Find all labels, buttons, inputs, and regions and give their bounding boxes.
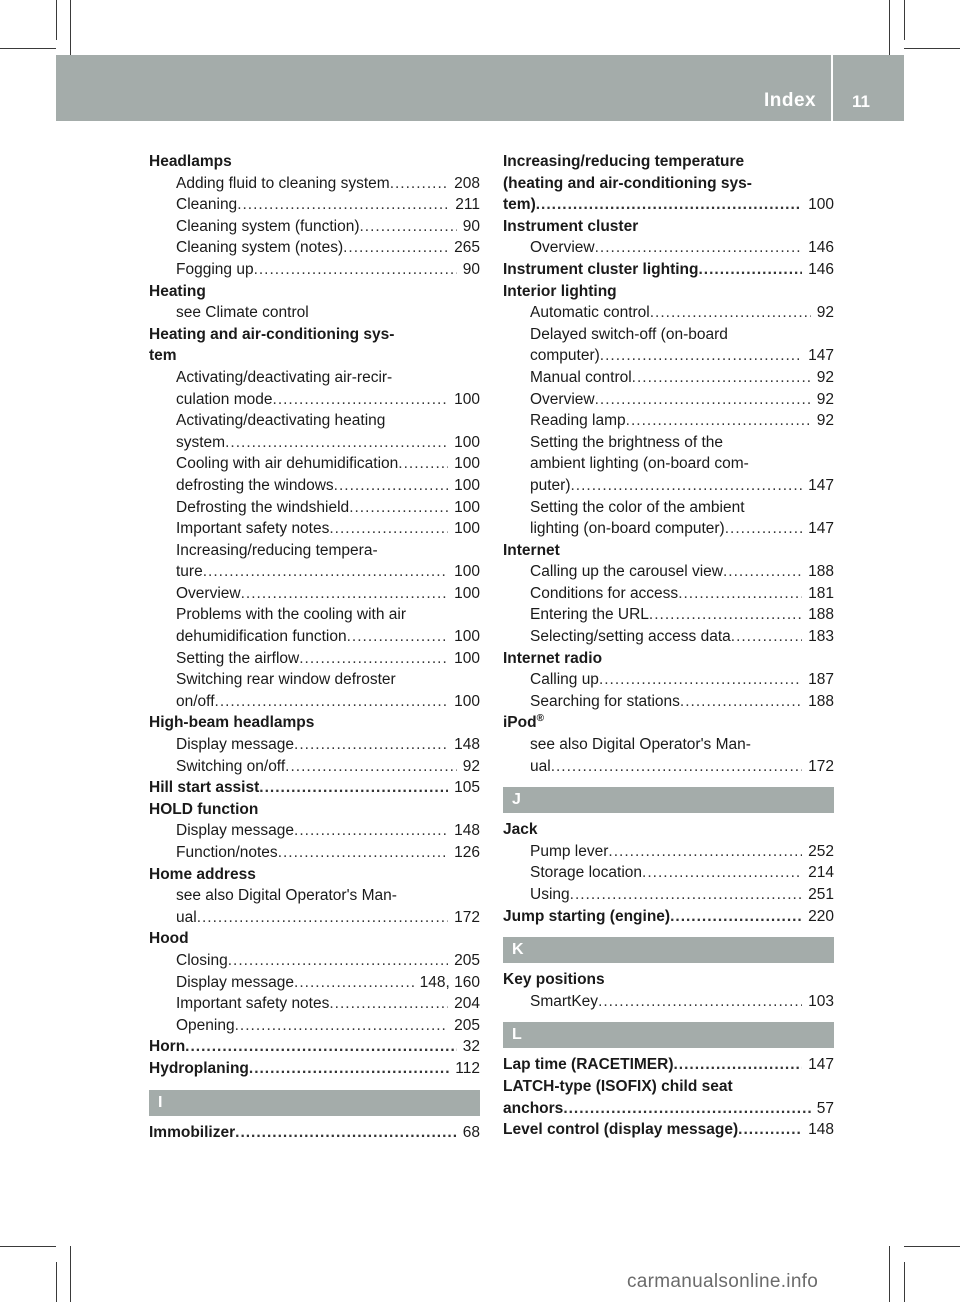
page-reference: 126 — [454, 844, 480, 861]
page-reference: 100 — [454, 476, 480, 494]
entry-text: lighting (on-board computer) — [530, 520, 725, 538]
entry-text: Function/notes — [176, 844, 278, 861]
entry-text: Adding fluid to cleaning system — [176, 174, 390, 192]
index-entry-sub — [503, 991, 834, 1013]
leader-dots — [185, 1036, 457, 1058]
index-entry-sub — [503, 604, 834, 626]
page-reference: 146 — [808, 260, 834, 278]
page-reference: 100 — [454, 692, 480, 710]
entry-text: Overview — [530, 390, 595, 408]
page-reference: 148, 160 — [419, 973, 480, 991]
index-entry-sub — [503, 841, 834, 863]
crop-mark — [889, 1246, 890, 1302]
leader-dots — [347, 626, 449, 648]
index-heading — [503, 648, 834, 670]
index-heading — [149, 712, 480, 734]
index-entry-sub — [503, 410, 834, 432]
page-reference: 100 — [454, 433, 480, 451]
entry-text: Headlamps — [149, 153, 232, 170]
index-letter-heading: K — [503, 937, 834, 963]
crop-mark — [56, 1262, 57, 1302]
entry-text: culation mode — [176, 390, 273, 408]
leader-dots — [731, 626, 802, 648]
crop-mark — [0, 1246, 56, 1247]
entry-text: Activating/deactivating heating — [176, 412, 386, 430]
index-column-right — [503, 151, 834, 1141]
leader-dots — [294, 734, 448, 756]
index-entry-sub — [149, 259, 480, 281]
index-entry-sub — [149, 842, 480, 864]
index-entry-sub — [149, 820, 480, 842]
index-entry-main — [149, 1122, 480, 1144]
leader-dots — [235, 1122, 457, 1144]
page-reference: 100 — [454, 455, 480, 473]
entry-text: Reading lamp — [530, 412, 626, 430]
leader-dots — [551, 756, 802, 778]
index-note — [149, 302, 480, 324]
entry-text: Setting the brightness of the — [530, 433, 724, 451]
page-reference: 172 — [808, 757, 834, 775]
leader-dots — [608, 841, 802, 863]
index-entry-sub — [503, 475, 834, 497]
index-heading — [503, 540, 834, 562]
index-heading — [503, 281, 834, 303]
page-reference: 92 — [816, 304, 834, 322]
index-entry-sub — [503, 367, 834, 389]
index-note — [149, 669, 480, 691]
index-entry-sub — [149, 756, 480, 778]
index-entry-main — [149, 1058, 480, 1080]
leader-dots — [570, 884, 802, 906]
index-entry-sub — [503, 389, 834, 411]
entry-text: Important safety notes — [176, 995, 330, 1013]
index-note — [149, 885, 480, 907]
leader-dots — [571, 475, 803, 497]
entry-text: Automatic control — [530, 304, 650, 322]
entry-text: Delayed switch-off (on-board — [530, 325, 728, 343]
entry-text: tem — [149, 347, 177, 365]
leader-dots — [203, 561, 448, 583]
leader-dots — [600, 345, 802, 367]
page-reference: 211 — [455, 196, 480, 214]
entry-text: Lap time (RACETIMER) — [503, 1056, 674, 1074]
index-entry-sub — [149, 194, 480, 216]
entry-text: Problems with the cooling with air — [176, 606, 407, 624]
entry-text: Selecting/setting access data — [530, 628, 731, 646]
leader-dots — [599, 669, 802, 691]
leader-dots — [215, 691, 449, 713]
entry-text: Cleaning — [176, 196, 238, 214]
leader-dots — [678, 583, 802, 605]
index-entry-sub — [149, 518, 480, 540]
header-divider — [831, 55, 833, 121]
entry-text: ture — [176, 563, 203, 581]
index-heading — [503, 216, 834, 238]
index-heading — [149, 864, 480, 886]
index-note — [149, 367, 480, 389]
leader-dots — [294, 972, 414, 994]
entry-text: Entering the URL — [530, 606, 649, 624]
entry-text: Internet radio — [503, 649, 603, 667]
leader-dots — [725, 518, 802, 540]
leader-dots — [595, 237, 803, 259]
index-entry-sub — [503, 626, 834, 648]
page-reference: 181 — [808, 584, 834, 602]
entry-text: Hill start assist — [149, 779, 260, 797]
leader-dots — [237, 194, 449, 216]
page-reference: 105 — [454, 779, 480, 797]
index-entry-main — [503, 1098, 834, 1120]
index-entry-sub — [149, 583, 480, 605]
entry-text: see also Digital Operator's Man- — [530, 736, 751, 754]
leader-dots — [235, 1015, 449, 1037]
entry-text: defrosting the windows — [176, 476, 334, 494]
leader-dots — [536, 194, 802, 216]
index-entry-main — [149, 777, 480, 799]
entry-text: (heating and air-conditioning sys- — [503, 174, 752, 192]
leader-dots — [649, 604, 802, 626]
index-entry-sub — [503, 345, 834, 367]
entry-text: Home address — [149, 865, 256, 883]
entry-text: Manual control — [530, 368, 632, 386]
index-note — [149, 604, 480, 626]
entry-text: Calling up — [530, 671, 599, 689]
leader-dots — [343, 237, 448, 259]
crop-mark — [904, 1246, 960, 1247]
entry-text: Setting the color of the ambient — [530, 498, 745, 516]
entry-text: Opening — [176, 1016, 235, 1034]
page-reference: 57 — [816, 1099, 834, 1117]
entry-text: Interior lighting — [503, 282, 617, 300]
page-reference: 92 — [816, 390, 834, 408]
entry-text: Calling up the carousel view — [530, 563, 723, 581]
page-reference: 172 — [454, 908, 480, 926]
entry-text: system — [176, 433, 226, 451]
entry-text: see Climate control — [176, 304, 309, 322]
page-reference: 183 — [808, 628, 834, 646]
page-reference: 208 — [454, 174, 480, 192]
entry-text: Cooling with air dehumidification — [176, 455, 399, 473]
entry-text: on/off — [176, 692, 215, 710]
entry-text: Searching for stations — [530, 692, 680, 710]
entry-text: Instrument cluster lighting — [503, 260, 699, 278]
index-entry-sub — [149, 950, 480, 972]
index-entry-main — [503, 1054, 834, 1076]
index-note — [503, 453, 834, 475]
page-reference: 100 — [454, 563, 480, 581]
index-entry-sub — [503, 884, 834, 906]
index-heading — [503, 969, 834, 991]
page-reference: 100 — [454, 390, 480, 408]
entry-text: Internet — [503, 541, 560, 559]
page-reference: 100 — [454, 498, 480, 516]
entry-text: High-beam headlamps — [149, 714, 315, 732]
leader-dots — [390, 173, 448, 195]
entry-text: Storage location — [530, 864, 643, 882]
leader-dots — [360, 216, 457, 238]
entry-text: Increasing/reducing temperature — [503, 153, 745, 170]
index-entry-sub — [149, 237, 480, 259]
index-entry-sub — [503, 669, 834, 691]
index-letter-heading: I — [149, 1090, 480, 1116]
entry-text: Activating/deactivating air-recir- — [176, 368, 393, 386]
page-reference: 188 — [808, 606, 834, 624]
crop-mark — [70, 0, 71, 56]
crop-mark — [904, 1262, 905, 1302]
leader-dots — [698, 259, 802, 281]
index-entry-sub — [149, 432, 480, 454]
page-reference: 100 — [808, 196, 834, 214]
page-reference: 68 — [462, 1123, 480, 1141]
page-number: 11 — [852, 92, 870, 111]
index-entry-sub — [149, 475, 480, 497]
index-heading — [503, 151, 834, 173]
entry-text: Hood — [149, 930, 189, 948]
index-heading — [149, 345, 480, 367]
page-reference: 90 — [462, 260, 480, 278]
index-entry-sub — [503, 862, 834, 884]
index-heading — [149, 151, 480, 173]
page-reference: 103 — [808, 992, 834, 1010]
entry-text: tem) — [503, 196, 536, 214]
index-heading — [149, 928, 480, 950]
page-reference: 100 — [454, 649, 480, 667]
page-reference: 92 — [462, 757, 480, 775]
entry-text: Conditions for access — [530, 584, 679, 602]
leader-dots — [563, 1098, 810, 1120]
entry-text: Fogging up — [176, 260, 254, 278]
index-note — [503, 324, 834, 346]
index-entry-sub — [503, 237, 834, 259]
index-entry-sub — [149, 453, 480, 475]
leader-dots — [670, 906, 802, 928]
leader-dots — [225, 432, 448, 454]
leader-dots — [334, 475, 448, 497]
page-reference: 92 — [816, 412, 834, 430]
index-note — [149, 540, 480, 562]
entry-text: Closing — [176, 951, 228, 969]
index-column-left — [149, 151, 480, 1143]
index-entry-sub — [149, 972, 480, 994]
leader-dots — [329, 518, 448, 540]
entry-text: Switching rear window defroster — [176, 671, 396, 689]
crop-mark — [889, 0, 890, 56]
page-reference: 204 — [454, 995, 480, 1013]
leader-dots — [299, 648, 448, 670]
index-heading — [149, 799, 480, 821]
page-reference: 112 — [455, 1059, 480, 1077]
index-entry-sub — [503, 583, 834, 605]
entry-text: Increasing/reducing tempera- — [176, 541, 378, 559]
entry-text: dehumidification function — [176, 628, 347, 646]
index-entry-sub — [503, 302, 834, 324]
entry-text: Cleaning system (function) — [176, 217, 360, 235]
leader-dots — [254, 259, 457, 281]
leader-dots — [278, 842, 448, 864]
entry-text: Key positions — [503, 971, 605, 989]
leader-dots — [650, 302, 811, 324]
leader-dots — [674, 1054, 803, 1076]
entry-text: Cleaning system (notes) — [176, 239, 344, 257]
leader-dots — [197, 907, 448, 929]
entry-text: Immobilizer — [149, 1123, 236, 1141]
entry-text: Overview — [530, 239, 595, 257]
entry-text: Display message — [176, 736, 295, 754]
index-entry-sub — [149, 1015, 480, 1037]
entry-text: Setting the airflow — [176, 649, 300, 667]
entry-text: see also Digital Operator's Man- — [176, 887, 397, 905]
page-reference: 32 — [462, 1038, 480, 1056]
leader-dots — [680, 691, 802, 713]
entry-text: Important safety notes — [176, 520, 330, 538]
leader-dots — [228, 950, 448, 972]
index-entry-sub — [149, 691, 480, 713]
leader-dots — [598, 991, 802, 1013]
index-heading — [503, 1076, 834, 1098]
page-reference: 147 — [808, 347, 834, 365]
entry-text: Level control (display message) — [503, 1121, 739, 1139]
page-reference: 220 — [808, 907, 834, 925]
entry-text: Overview — [176, 584, 241, 602]
index-note — [503, 432, 834, 454]
index-entry-sub — [149, 626, 480, 648]
leader-dots — [273, 389, 449, 411]
watermark: carmanualsonline.info — [627, 1271, 819, 1292]
entry-text: Jump starting (engine) — [503, 907, 671, 925]
entry-text: ual — [530, 757, 551, 775]
page-reference: 147 — [808, 476, 834, 494]
section-title: Index — [764, 90, 817, 111]
page-reference: 205 — [454, 1016, 480, 1034]
index-entry-main — [503, 906, 834, 928]
leader-dots — [595, 389, 811, 411]
entry-text: Heating — [149, 282, 206, 300]
leader-dots — [626, 410, 811, 432]
page-reference: 100 — [454, 628, 480, 646]
entry-text: Hydroplaning — [149, 1059, 249, 1077]
leader-dots — [259, 777, 448, 799]
page-reference: 188 — [808, 563, 834, 581]
index-entry-sub — [503, 561, 834, 583]
entry-text: ambient lighting (on-board com- — [530, 455, 749, 473]
page-reference: 92 — [816, 368, 834, 386]
index-entry-sub — [503, 518, 834, 540]
leader-dots — [738, 1119, 802, 1141]
entry-text: computer) — [530, 347, 600, 365]
page-reference: 265 — [454, 239, 480, 257]
entry-text: SmartKey — [530, 992, 599, 1010]
leader-dots — [723, 561, 802, 583]
entry-text: HOLD function — [149, 800, 259, 818]
index-entry-main — [149, 1036, 480, 1058]
index-note — [503, 497, 834, 519]
page-reference: 147 — [808, 1056, 834, 1074]
page-reference: 147 — [808, 520, 834, 538]
index-entry-sub — [149, 734, 480, 756]
index-letter-heading: J — [503, 787, 834, 813]
entry-text: anchors — [503, 1099, 564, 1117]
page-reference: 251 — [808, 886, 834, 903]
page-reference: 205 — [454, 951, 480, 969]
leader-dots — [632, 367, 811, 389]
entry-text: Pump lever — [530, 842, 609, 860]
leader-dots — [294, 820, 448, 842]
leader-dots — [241, 583, 449, 605]
index-entry-sub — [503, 691, 834, 713]
page-reference: 148 — [454, 822, 480, 840]
index-entry-sub — [503, 756, 834, 778]
index-note — [149, 410, 480, 432]
index-entry-main — [503, 1119, 834, 1141]
index-entry-sub — [149, 561, 480, 583]
index-entry-sub — [149, 389, 480, 411]
page-reference: 90 — [462, 217, 480, 235]
crop-mark — [904, 0, 905, 40]
crop-mark — [70, 1246, 71, 1302]
page-reference: 100 — [454, 584, 480, 602]
leader-dots — [329, 993, 448, 1015]
index-entry-sub — [149, 648, 480, 670]
page-reference: 146 — [808, 239, 834, 257]
entry-text: Display message — [176, 973, 295, 991]
index-entry-main — [503, 259, 834, 281]
entry-text: Switching on/off — [176, 757, 286, 775]
leader-dots — [285, 756, 457, 778]
entry-text: Instrument cluster — [503, 217, 639, 235]
crop-mark — [904, 48, 960, 49]
entry-text: Horn — [149, 1038, 186, 1056]
entry-text: Heating and air-conditioning sys- — [149, 325, 395, 343]
index-entry-sub — [149, 993, 480, 1015]
index-heading — [503, 173, 834, 195]
entry-text: Jack — [503, 821, 538, 839]
page-reference: 214 — [808, 864, 834, 882]
index-entry-sub — [149, 907, 480, 929]
index-entry-sub — [149, 497, 480, 519]
entry-text: puter) — [530, 476, 571, 494]
index-heading — [149, 324, 480, 346]
index-entry-main — [503, 194, 834, 216]
leader-dots — [249, 1058, 449, 1080]
index-heading — [503, 819, 834, 841]
page-reference: 100 — [454, 520, 480, 538]
page-reference: 148 — [454, 736, 480, 754]
index-entry-sub — [149, 216, 480, 238]
entry-text: iPod — [503, 714, 537, 732]
entry-text: LATCH-type (ISOFIX) child seat — [503, 1077, 733, 1095]
leader-dots — [398, 453, 448, 475]
entry-text: Using — [530, 886, 570, 903]
page-reference: 188 — [808, 692, 834, 710]
entry-text: ual — [176, 908, 197, 926]
page-reference: 187 — [808, 671, 834, 689]
entry-text: Defrosting the windshield — [176, 498, 350, 516]
entry-text: Display message — [176, 822, 295, 840]
index-heading — [149, 281, 480, 303]
index-note — [503, 734, 834, 756]
index-letter-heading: L — [503, 1022, 834, 1048]
index-entry-sub — [149, 173, 480, 195]
leader-dots — [349, 497, 448, 519]
page-reference: 148 — [808, 1121, 834, 1139]
crop-mark — [0, 48, 56, 49]
index-heading — [503, 712, 834, 734]
crop-mark — [56, 0, 57, 40]
page-reference: 252 — [808, 842, 834, 860]
leader-dots — [642, 862, 802, 884]
registered-mark: ® — [536, 713, 544, 725]
